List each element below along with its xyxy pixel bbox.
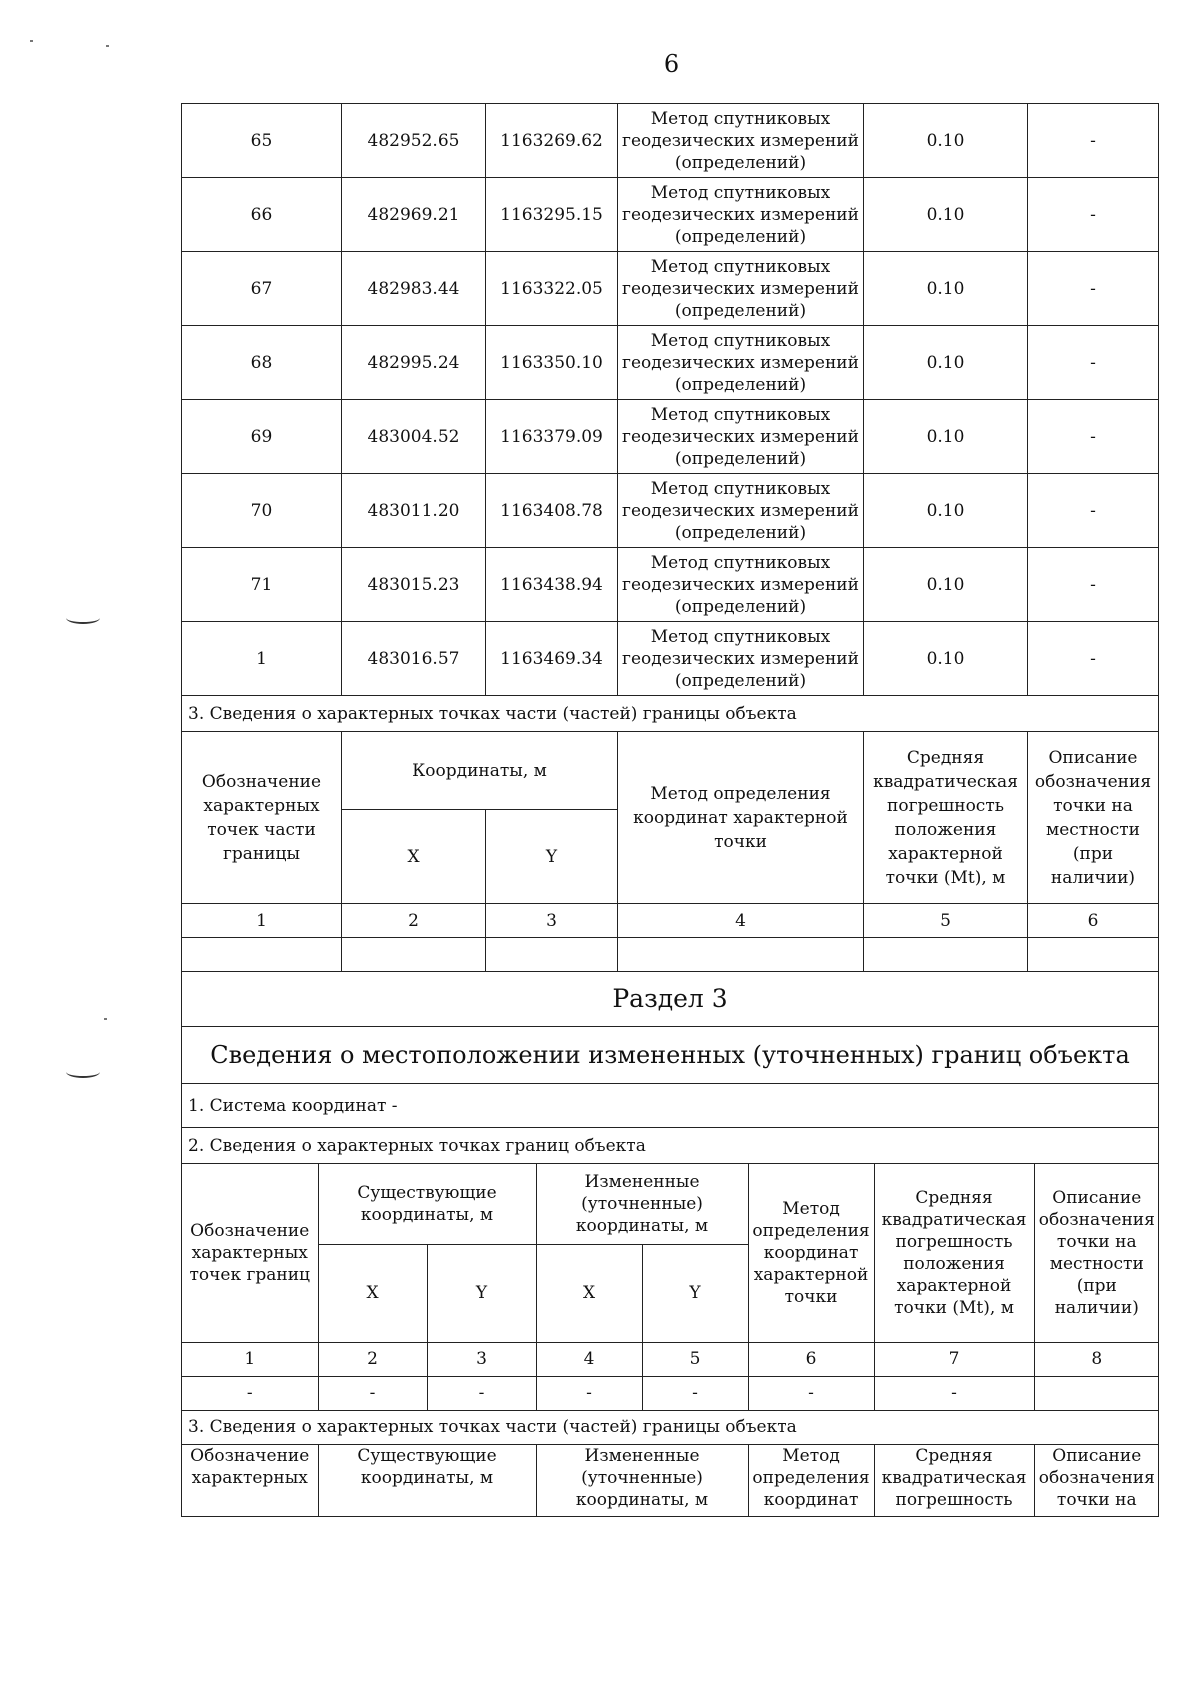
coord-x: 482983.44 (342, 252, 486, 326)
table-row (182, 474, 1159, 548)
header-mt: Средняя квадратическая погрешность положения характерной точки (Mt), м (874, 1164, 1034, 1342)
header-designation: Обозначение характерных точек границ (182, 1164, 318, 1342)
mt-value: 0.10 (864, 548, 1028, 622)
header-x: X (342, 810, 486, 904)
header-x: X (536, 1244, 642, 1342)
header-existing: Существующие координаты, м (318, 1164, 536, 1244)
mt-value: 0.10 (864, 252, 1028, 326)
coord-x: 482995.24 (342, 326, 486, 400)
header-desc: Описание обозначения точки на местности (при наличии) (1028, 732, 1159, 904)
coord-y: 1163408.78 (486, 474, 618, 548)
table-row (182, 178, 1159, 252)
changed-boundary-table (182, 1164, 1159, 1516)
header-mt: Средняя квадратическая погрешность (874, 1444, 1034, 1516)
description: - (1028, 400, 1159, 474)
column-number: 7 (874, 1342, 1034, 1376)
part3-header-row (182, 732, 1159, 810)
table-row (182, 400, 1159, 474)
table-row (182, 622, 1159, 696)
column-number: 2 (318, 1342, 427, 1376)
mt-value: 0.10 (864, 326, 1028, 400)
coord-y: 1163469.34 (486, 622, 618, 696)
scan-speck (30, 40, 33, 42)
coord-y: 1163295.15 (486, 178, 618, 252)
part3-label: 3. Сведения о характерных точках части (частей) границы объекта (182, 696, 1159, 732)
method: Метод спутниковых геодезических измерений (определений) (618, 252, 864, 326)
coord-x: 483015.23 (342, 548, 486, 622)
header-designation: Обозначение характерных точек части границы (182, 732, 342, 904)
section3-subtitle-row (182, 1027, 1159, 1084)
header-changed: Измененные (уточненные) координаты, м (536, 1444, 748, 1516)
header-desc: Описание обозначения точки на местности (при наличии) (1034, 1164, 1158, 1342)
description: - (1028, 326, 1159, 400)
method: Метод спутниковых геодезических измерений (определений) (618, 548, 864, 622)
table-row (182, 252, 1159, 326)
header-desc: Описание обозначения точки на (1034, 1444, 1158, 1516)
table-row: - - - - - - - (182, 1376, 1159, 1410)
points-label: 2. Сведения о характерных точках границ объекта (182, 1128, 1159, 1164)
column-number: 2 (342, 904, 486, 938)
header-y: Y (642, 1244, 748, 1342)
column-number: 5 (642, 1342, 748, 1376)
header-y: Y (427, 1244, 536, 1342)
description: - (1028, 548, 1159, 622)
section3-title-row (182, 972, 1159, 1027)
boundary-points-table (181, 103, 1159, 1517)
section3-table-row (182, 1164, 1159, 1517)
points-label-row (182, 1128, 1159, 1164)
column-number: 4 (618, 904, 864, 938)
point-id: 69 (182, 400, 342, 474)
coord-x: 482969.21 (342, 178, 486, 252)
method: Метод спутниковых геодезических измерений (определений) (618, 400, 864, 474)
coord-y: 1163322.05 (486, 252, 618, 326)
description: - (1028, 178, 1159, 252)
header-method: Метод определения координат характерной точки (618, 732, 864, 904)
column-number: 6 (748, 1342, 874, 1376)
header-method: Метод определения координат характерной точки (748, 1164, 874, 1342)
point-id: 70 (182, 474, 342, 548)
method: Метод спутниковых геодезических измерений (определений) (618, 178, 864, 252)
column-number: 1 (182, 904, 342, 938)
coord-x: 483011.20 (342, 474, 486, 548)
part3-label-row (182, 696, 1159, 732)
header-designation: Обозначение характерных (182, 1444, 318, 1516)
coord-x: 483016.57 (342, 622, 486, 696)
column-number: 4 (536, 1342, 642, 1376)
table-row (182, 326, 1159, 400)
method: Метод спутниковых геодезических измерений (определений) (618, 326, 864, 400)
column-number: 3 (427, 1342, 536, 1376)
coord-system-row (182, 1084, 1159, 1128)
column-number: 8 (1034, 1342, 1158, 1376)
table-row (182, 104, 1159, 178)
header-method: Метод определения координат (748, 1444, 874, 1516)
section-title: Раздел 3 (182, 972, 1159, 1027)
point-id: 66 (182, 178, 342, 252)
page-number: 6 (663, 50, 680, 78)
coord-y: 1163379.09 (486, 400, 618, 474)
point-id: 71 (182, 548, 342, 622)
column-number: 5 (864, 904, 1028, 938)
coord-y: 1163350.10 (486, 326, 618, 400)
column-number: 3 (486, 904, 618, 938)
section-subtitle: Сведения о местоположении измененных (уточненных) границ объекта (182, 1027, 1159, 1084)
column-number: 6 (1028, 904, 1159, 938)
header-x: X (318, 1244, 427, 1342)
mt-value: 0.10 (864, 400, 1028, 474)
point-id: 67 (182, 252, 342, 326)
part3-label: 3. Сведения о характерных точках части (частей) границы объекта (182, 1410, 1159, 1444)
point-id: 68 (182, 326, 342, 400)
header-mt: Средняя квадратическая погрешность положения характерной точки (Mt), м (864, 732, 1028, 904)
header-coords: Координаты, м (342, 732, 618, 810)
binding-hole-mark (66, 1066, 100, 1078)
part3-number-row (182, 904, 1159, 938)
binding-hole-mark (66, 612, 100, 624)
method: Метод спутниковых геодезических измерений (определений) (618, 622, 864, 696)
table-row (182, 548, 1159, 622)
coord-x: 482952.65 (342, 104, 486, 178)
mt-value: 0.10 (864, 178, 1028, 252)
method: Метод спутниковых геодезических измерений (определений) (618, 474, 864, 548)
mt-value: 0.10 (864, 622, 1028, 696)
column-number: 1 (182, 1342, 318, 1376)
part3-empty-row (182, 938, 1159, 972)
description: - (1028, 622, 1159, 696)
scan-speck (106, 45, 109, 47)
coord-y: 1163438.94 (486, 548, 618, 622)
point-id: 1 (182, 622, 342, 696)
scan-speck (104, 1018, 107, 1020)
mt-value: 0.10 (864, 104, 1028, 178)
description: - (1028, 252, 1159, 326)
coord-system: 1. Система координат - (182, 1084, 1159, 1128)
coord-x: 483004.52 (342, 400, 486, 474)
header-existing: Существующие координаты, м (318, 1444, 536, 1516)
header-changed: Измененные (уточненные) координаты, м (536, 1164, 748, 1244)
description: - (1028, 104, 1159, 178)
method: Метод спутниковых геодезических измерений (определений) (618, 104, 864, 178)
mt-value: 0.10 (864, 474, 1028, 548)
header-y: Y (486, 810, 618, 904)
coord-y: 1163269.62 (486, 104, 618, 178)
description: - (1028, 474, 1159, 548)
point-id: 65 (182, 104, 342, 178)
